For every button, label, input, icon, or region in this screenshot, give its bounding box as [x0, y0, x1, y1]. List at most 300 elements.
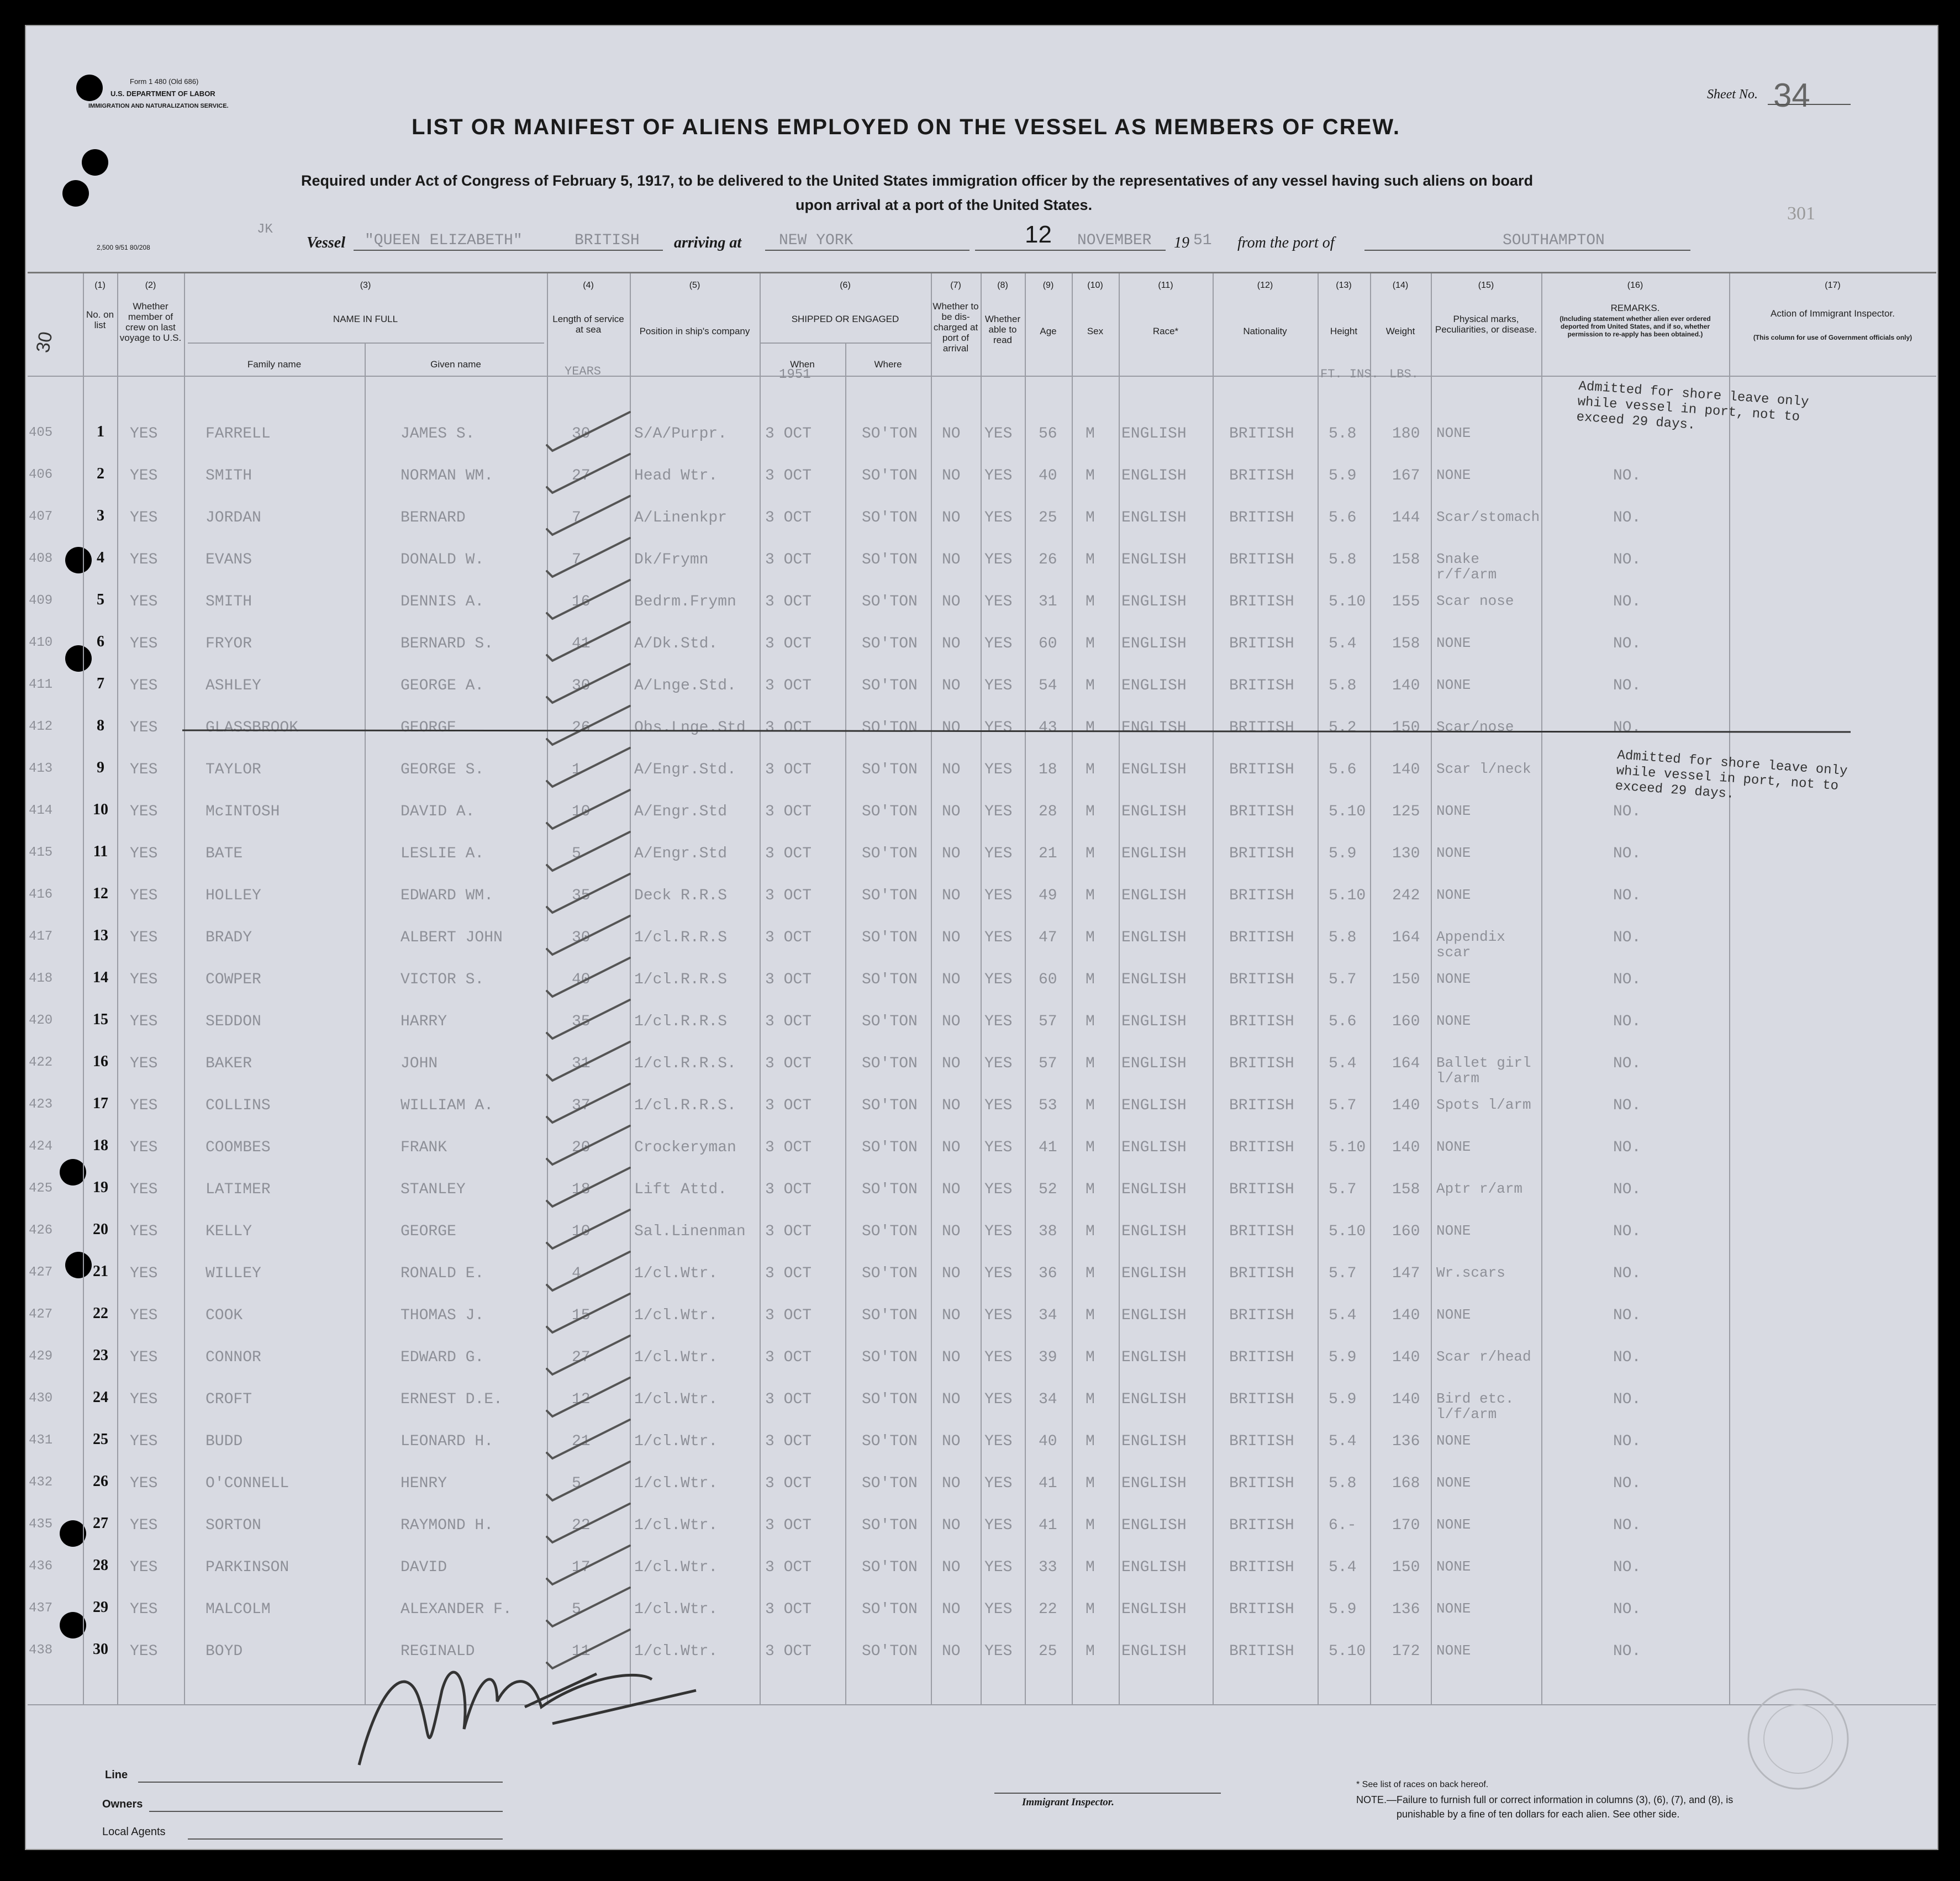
- weight-cell: 164: [1392, 1055, 1420, 1072]
- sex-cell: M: [1086, 887, 1095, 904]
- nationality-cell: BRITISH: [1229, 929, 1294, 946]
- ref-number: 406: [29, 467, 53, 482]
- discharged-cell: NO: [942, 845, 961, 862]
- age-cell: 47: [1039, 929, 1057, 946]
- given-name-cell: EDWARD WM.: [401, 887, 494, 904]
- row-number: 20: [93, 1221, 108, 1238]
- discharged-cell: NO: [942, 551, 961, 568]
- sex-cell: M: [1086, 1139, 1095, 1156]
- race-cell: ENGLISH: [1121, 761, 1187, 778]
- header-where: Where: [874, 359, 902, 370]
- service-years-cell: 5: [572, 1601, 581, 1618]
- family-name-cell: CROFT: [206, 1391, 252, 1408]
- service-name: IMMIGRATION AND NATURALIZATION SERVICE.: [88, 103, 229, 109]
- service-years-cell: 12: [572, 1391, 591, 1408]
- physical-marks-cell: Aptr r/arm: [1436, 1181, 1523, 1197]
- prev-voyage-cell: YES: [130, 425, 158, 442]
- race-cell: ENGLISH: [1121, 1559, 1187, 1576]
- able-to-read-cell: YES: [984, 1433, 1013, 1450]
- row-number: 25: [93, 1431, 108, 1448]
- row-number: 10: [93, 801, 108, 818]
- race-cell: ENGLISH: [1121, 1433, 1187, 1450]
- nationality-cell: BRITISH: [1229, 1181, 1294, 1198]
- shipped-when-cell: 3 OCT: [765, 1475, 812, 1492]
- col-rule: [1370, 273, 1371, 1704]
- sex-cell: M: [1086, 1013, 1095, 1030]
- service-years-cell: 7: [572, 551, 581, 568]
- given-name-cell: EDWARD G.: [401, 1349, 484, 1366]
- family-name-cell: COOMBES: [206, 1139, 271, 1156]
- shipped-where-cell: SO'TON: [862, 1517, 918, 1534]
- discharged-cell: NO: [942, 1055, 961, 1072]
- given-name-cell: ERNEST D.E.: [401, 1391, 503, 1408]
- height-cell: 5.9: [1329, 1391, 1357, 1408]
- discharged-cell: NO: [942, 971, 961, 988]
- height-cell: 5.6: [1329, 761, 1357, 778]
- prev-voyage-cell: YES: [130, 845, 158, 862]
- prev-voyage-cell: YES: [130, 1181, 158, 1198]
- discharged-cell: NO: [942, 467, 961, 484]
- weight-cell: 150: [1392, 1559, 1420, 1576]
- height-cell: 5.8: [1329, 1475, 1357, 1492]
- able-to-read-cell: YES: [984, 1223, 1013, 1240]
- position-cell: A/Linenkpr: [634, 509, 728, 526]
- remarks-cell: NO.: [1613, 551, 1641, 568]
- weight-cell: 242: [1392, 887, 1420, 904]
- race-cell: ENGLISH: [1121, 1139, 1187, 1156]
- punch-hole: [60, 1612, 86, 1638]
- sex-cell: M: [1086, 593, 1095, 610]
- nationality-cell: BRITISH: [1229, 1139, 1294, 1156]
- family-name-cell: CONNOR: [206, 1349, 261, 1366]
- discharged-cell: NO: [942, 1475, 961, 1492]
- service-years-cell: 10: [572, 1223, 591, 1240]
- shipped-when-cell: 3 OCT: [765, 1601, 812, 1618]
- prev-voyage-cell: YES: [130, 1517, 158, 1534]
- age-cell: 33: [1039, 1559, 1057, 1576]
- able-to-read-cell: YES: [984, 1181, 1013, 1198]
- shipped-where-cell: SO'TON: [862, 467, 918, 484]
- arriving-label: arriving at: [674, 234, 742, 251]
- family-name-cell: SORTON: [206, 1517, 261, 1534]
- race-note: * See list of races on back hereof.: [1356, 1780, 1489, 1789]
- shipped-where-cell: SO'TON: [862, 1475, 918, 1492]
- inspector-label: Immigrant Inspector.: [1022, 1796, 1114, 1808]
- age-cell: 56: [1039, 425, 1057, 442]
- shipped-when-cell: 3 OCT: [765, 1517, 812, 1534]
- col-num: (6): [840, 281, 851, 290]
- physical-marks-cell: Scar nose: [1436, 593, 1514, 609]
- ref-number: 423: [29, 1097, 53, 1112]
- service-years-cell: 22: [572, 1517, 591, 1534]
- sex-cell: M: [1086, 1643, 1095, 1660]
- ref-number: 420: [29, 1013, 53, 1028]
- header-age: Age: [1040, 326, 1057, 336]
- given-name-cell: GEORGE S.: [401, 761, 484, 778]
- race-cell: ENGLISH: [1121, 1097, 1187, 1114]
- able-to-read-cell: YES: [984, 719, 1013, 736]
- race-cell: ENGLISH: [1121, 677, 1187, 694]
- header-nationality: Nationality: [1243, 326, 1287, 336]
- remarks-cell: NO.: [1613, 467, 1641, 484]
- table-top-rule: [28, 272, 1936, 273]
- from-label: from the port of: [1237, 234, 1335, 251]
- physical-marks-cell: Snake r/f/arm: [1436, 551, 1497, 583]
- nationality-cell: BRITISH: [1229, 635, 1294, 652]
- year-prefix: 19: [1174, 234, 1189, 251]
- row-number: 22: [93, 1305, 108, 1322]
- col-num: (7): [950, 281, 961, 290]
- remarks-cell: NO.: [1613, 719, 1641, 736]
- service-years-cell: 30: [572, 425, 591, 442]
- height-cell: 5.10: [1329, 887, 1366, 904]
- race-cell: ENGLISH: [1121, 1643, 1187, 1660]
- race-cell: ENGLISH: [1121, 929, 1187, 946]
- ref-number: 418: [29, 971, 53, 986]
- service-years-cell: 30: [572, 929, 591, 946]
- col-rule: [1431, 273, 1432, 1704]
- nationality-cell: BRITISH: [1229, 467, 1294, 484]
- shipped-where-cell: SO'TON: [862, 1055, 918, 1072]
- position-cell: 1/cl.Wtr.: [634, 1265, 718, 1282]
- height-cell: 5.10: [1329, 1643, 1366, 1660]
- remarks-cell: NO.: [1613, 1307, 1641, 1324]
- physical-marks-cell: Spots l/arm: [1436, 1097, 1531, 1113]
- shipped-where-cell: SO'TON: [862, 1223, 918, 1240]
- header-weight: Weight: [1385, 326, 1415, 336]
- sex-cell: M: [1086, 677, 1095, 694]
- age-cell: 34: [1039, 1307, 1057, 1324]
- discharged-cell: NO: [942, 1391, 961, 1408]
- sex-cell: M: [1086, 1433, 1095, 1450]
- nationality-cell: BRITISH: [1229, 1559, 1294, 1576]
- shipped-when-cell: 3 OCT: [765, 929, 812, 946]
- col-num: (8): [997, 281, 1008, 290]
- sex-cell: M: [1086, 635, 1095, 652]
- vessel-underline: [354, 250, 663, 251]
- family-name-cell: BRADY: [206, 929, 252, 946]
- height-cell: 5.7: [1329, 1181, 1357, 1198]
- shipped-when-cell: 3 OCT: [765, 509, 812, 526]
- row-number: 14: [93, 969, 108, 986]
- service-years-cell: 5: [572, 845, 581, 862]
- race-cell: ENGLISH: [1121, 845, 1187, 862]
- col-num: (1): [94, 281, 106, 290]
- shipped-when-cell: 3 OCT: [765, 467, 812, 484]
- position-cell: Crockeryman: [634, 1139, 736, 1156]
- owners-underline: [149, 1811, 503, 1812]
- row-number: 12: [93, 885, 108, 902]
- physical-marks-cell: Scar/stomach: [1436, 509, 1540, 525]
- race-cell: ENGLISH: [1121, 1265, 1187, 1282]
- position-cell: 1/cl.Wtr.: [634, 1601, 718, 1618]
- position-cell: Bedrm.Frymn: [634, 593, 736, 610]
- service-years-cell: 27: [572, 1349, 591, 1366]
- position-cell: S/A/Purpr.: [634, 425, 728, 442]
- remarks-cell: NO.: [1613, 1643, 1641, 1660]
- row-number: 5: [97, 591, 104, 608]
- weight-cell: 160: [1392, 1013, 1420, 1030]
- nationality-cell: BRITISH: [1229, 803, 1294, 820]
- position-cell: A/Engr.Std: [634, 803, 728, 820]
- height-cell: 5.9: [1329, 467, 1357, 484]
- physical-marks-cell: NONE: [1436, 425, 1471, 441]
- physical-marks-cell: NONE: [1436, 1139, 1471, 1155]
- ref-number: 438: [29, 1643, 53, 1658]
- given-name-cell: THOMAS J.: [401, 1307, 484, 1324]
- row-number: 6: [97, 633, 104, 650]
- race-cell: ENGLISH: [1121, 551, 1187, 568]
- service-years-cell: 5: [572, 1475, 581, 1492]
- physical-marks-cell: Wr.scars: [1436, 1264, 1505, 1281]
- given-name-cell: VICTOR S.: [401, 971, 484, 988]
- col-rule: [1025, 273, 1026, 1704]
- remarks-cell: NO.: [1613, 1013, 1641, 1030]
- nationality-cell: BRITISH: [1229, 1601, 1294, 1618]
- discharged-cell: NO: [942, 887, 961, 904]
- fine-note-2: punishable by a fine of ten dollars for each alien. See other side.: [1397, 1809, 1680, 1820]
- weight-cell: 172: [1392, 1643, 1420, 1660]
- height-cell: 5.7: [1329, 971, 1357, 988]
- nationality-cell: BRITISH: [1229, 509, 1294, 526]
- able-to-read-cell: YES: [984, 1601, 1013, 1618]
- ref-number: 414: [29, 803, 53, 818]
- prefix-mark: JK: [257, 222, 273, 237]
- shipped-when-cell: 3 OCT: [765, 719, 812, 736]
- row-number: 19: [93, 1179, 108, 1196]
- subtitle-line-1: Required under Act of Congress of February 5, 1917, to be delivered to the United States immigration officer by the representatives of any vessel having such aliens on board: [301, 172, 1534, 189]
- physical-marks-cell: NONE: [1436, 971, 1471, 987]
- height-cell: 5.4: [1329, 1307, 1357, 1324]
- remarks-cell: NO.: [1613, 1139, 1641, 1156]
- shipped-where-cell: SO'TON: [862, 1601, 918, 1618]
- col-num: (13): [1336, 281, 1352, 290]
- family-name-cell: PARKINSON: [206, 1559, 289, 1576]
- position-cell: 1/cl.R.R.S: [634, 1013, 728, 1030]
- physical-marks-cell: NONE: [1436, 677, 1471, 693]
- ref-number: 408: [29, 551, 53, 566]
- prev-voyage-cell: YES: [130, 761, 158, 778]
- ref-number: 411: [29, 677, 53, 692]
- page-title: LIST OR MANIFEST OF ALIENS EMPLOYED ON THE VESSEL AS MEMBERS OF CREW.: [412, 115, 1400, 139]
- col-num: (15): [1478, 281, 1494, 290]
- physical-marks-cell: Scar l/neck: [1436, 761, 1531, 777]
- height-cell: 5.4: [1329, 1433, 1357, 1450]
- given-name-cell: LESLIE A.: [401, 845, 484, 862]
- given-name-cell: STANLEY: [401, 1181, 466, 1198]
- discharged-cell: NO: [942, 803, 961, 820]
- sex-cell: M: [1086, 1265, 1095, 1282]
- family-name-cell: O'CONNELL: [206, 1475, 289, 1492]
- age-cell: 41: [1039, 1517, 1057, 1534]
- weight-cell: 160: [1392, 1223, 1420, 1240]
- sex-cell: M: [1086, 929, 1095, 946]
- service-years-cell: 37: [572, 1097, 591, 1114]
- discharged-cell: NO: [942, 719, 961, 736]
- punch-hole: [60, 1159, 86, 1185]
- able-to-read-cell: YES: [984, 929, 1013, 946]
- col-num: (17): [1825, 281, 1841, 290]
- able-to-read-cell: YES: [984, 1307, 1013, 1324]
- sheet-underline: [1768, 104, 1851, 105]
- shipped-when-cell: 3 OCT: [765, 1265, 812, 1282]
- service-years-cell: 30: [572, 677, 591, 694]
- agents-label: Local Agents: [102, 1826, 166, 1838]
- service-years-cell: 35: [572, 887, 591, 904]
- position-cell: A/Engr.Std: [634, 845, 728, 862]
- nationality-cell: BRITISH: [1229, 1307, 1294, 1324]
- weight-cell: 164: [1392, 929, 1420, 946]
- position-cell: 1/cl.Wtr.: [634, 1517, 718, 1534]
- header-name-in-full: NAME IN FULL: [333, 314, 398, 324]
- height-cell: 5.10: [1329, 1223, 1366, 1240]
- row-number: 7: [97, 675, 104, 692]
- age-cell: 38: [1039, 1223, 1057, 1240]
- prev-voyage-cell: YES: [130, 1139, 158, 1156]
- ref-number: 431: [29, 1433, 53, 1448]
- weight-cell: 144: [1392, 509, 1420, 526]
- service-years-cell: 18: [572, 1181, 591, 1198]
- ref-number: 415: [29, 845, 53, 860]
- shipped-when-cell: 3 OCT: [765, 635, 812, 652]
- age-cell: 60: [1039, 971, 1057, 988]
- header-race: Race*: [1152, 326, 1179, 336]
- service-years-cell: 27: [572, 467, 591, 484]
- age-cell: 40: [1039, 1433, 1057, 1450]
- weight-cell: 150: [1392, 719, 1420, 736]
- shipped-where-cell: SO'TON: [862, 761, 918, 778]
- ref-number: 435: [29, 1517, 53, 1532]
- row-number: 2: [97, 465, 104, 482]
- arrival-month: NOVEMBER: [1077, 232, 1152, 249]
- prev-voyage-cell: YES: [130, 1643, 158, 1660]
- physical-marks-cell: NONE: [1436, 803, 1471, 819]
- height-cell: 5.4: [1329, 1559, 1357, 1576]
- position-cell: 1/cl.R.R.S.: [634, 1097, 736, 1114]
- shipped-where-cell: SO'TON: [862, 551, 918, 568]
- age-cell: 25: [1039, 1643, 1057, 1660]
- row-number: 28: [93, 1557, 108, 1574]
- sheet-number: 34: [1773, 77, 1810, 114]
- able-to-read-cell: YES: [984, 803, 1013, 820]
- position-cell: A/Engr.Std.: [634, 761, 736, 778]
- family-name-cell: COWPER: [206, 971, 261, 988]
- age-cell: 57: [1039, 1055, 1057, 1072]
- shipped-where-cell: SO'TON: [862, 719, 918, 736]
- race-cell: ENGLISH: [1121, 1055, 1187, 1072]
- weight-cell: 136: [1392, 1433, 1420, 1450]
- shipped-where-cell: SO'TON: [862, 803, 918, 820]
- sex-cell: M: [1086, 1223, 1095, 1240]
- remarks-cell: NO.: [1613, 1433, 1641, 1450]
- header-prev-voyage: Whether member of crew on last voyage to U.S.: [119, 301, 182, 343]
- table-bottom-rule: [28, 1704, 1936, 1705]
- discharged-cell: NO: [942, 1307, 961, 1324]
- nationality-cell: BRITISH: [1229, 551, 1294, 568]
- able-to-read-cell: YES: [984, 845, 1013, 862]
- shipped-where-cell: SO'TON: [862, 971, 918, 988]
- remarks-cell: NO.: [1613, 1559, 1641, 1576]
- position-cell: 1/cl.R.R.S: [634, 929, 728, 946]
- service-years-cell: 40: [572, 971, 591, 988]
- age-cell: 52: [1039, 1181, 1057, 1198]
- height-cell: 5.9: [1329, 1349, 1357, 1366]
- shipped-when-cell: 3 OCT: [765, 1139, 812, 1156]
- header-bottom-rule: [28, 376, 1936, 377]
- able-to-read-cell: YES: [984, 1013, 1013, 1030]
- discharged-cell: NO: [942, 425, 961, 442]
- remarks-cell: NO.: [1613, 887, 1641, 904]
- able-to-read-cell: YES: [984, 887, 1013, 904]
- age-cell: 41: [1039, 1139, 1057, 1156]
- subtitle-line-2: upon arrival at a port of the United States.: [795, 197, 1093, 213]
- discharged-cell: NO: [942, 1139, 961, 1156]
- shipped-where-cell: SO'TON: [862, 887, 918, 904]
- col-num: (11): [1158, 281, 1173, 290]
- race-cell: ENGLISH: [1121, 425, 1187, 442]
- family-name-cell: BOYD: [206, 1643, 243, 1660]
- race-cell: ENGLISH: [1121, 509, 1187, 526]
- physical-marks-cell: NONE: [1436, 1600, 1471, 1617]
- family-name-cell: McINTOSH: [206, 803, 280, 820]
- remarks-cell: NO.: [1613, 1097, 1641, 1114]
- owners-label: Owners: [102, 1798, 143, 1810]
- weight-cell: 168: [1392, 1475, 1420, 1492]
- prev-voyage-cell: YES: [130, 593, 158, 610]
- position-cell: 1/cl.R.R.S.: [634, 1055, 736, 1072]
- corner-number: 301: [1787, 203, 1815, 224]
- discharged-cell: NO: [942, 1349, 961, 1366]
- shipped-when-cell: 3 OCT: [765, 1349, 812, 1366]
- shore-leave-stamp: Admitted for shore leave only while vessel in port, not to exceed 29 days.: [1576, 379, 1810, 433]
- weight-cell: 150: [1392, 971, 1420, 988]
- row-number: 9: [97, 759, 104, 776]
- shipped-when-cell: 3 OCT: [765, 1013, 812, 1030]
- able-to-read-cell: YES: [984, 1643, 1013, 1660]
- discharged-cell: NO: [942, 1601, 961, 1618]
- position-cell: 1/cl.Wtr.: [634, 1349, 718, 1366]
- nationality-cell: BRITISH: [1229, 845, 1294, 862]
- weight-cell: 147: [1392, 1265, 1420, 1282]
- position-cell: A/Lnge.Std.: [634, 677, 736, 694]
- given-name-cell: BERNARD: [401, 509, 466, 526]
- given-name-cell: HENRY: [401, 1475, 447, 1492]
- row-number: 8: [97, 717, 104, 734]
- family-name-cell: FARRELL: [206, 425, 271, 442]
- nationality-cell: BRITISH: [1229, 1097, 1294, 1114]
- date-underline: [975, 250, 1166, 251]
- height-cell: 5.9: [1329, 1601, 1357, 1618]
- remarks-cell: NO.: [1613, 1055, 1641, 1072]
- shipped-when-cell: 3 OCT: [765, 761, 812, 778]
- col-num: (9): [1042, 281, 1054, 290]
- col-rule: [1729, 273, 1730, 1704]
- family-name-cell: SMITH: [206, 467, 252, 484]
- service-years-cell: 41: [572, 635, 591, 652]
- col-rule: [184, 273, 185, 1704]
- position-cell: Sal.Linenman: [634, 1223, 746, 1240]
- prev-voyage-cell: YES: [130, 1013, 158, 1030]
- remarks-cell: NO.: [1613, 1517, 1641, 1534]
- vessel-label: Vessel: [307, 234, 345, 251]
- remarks-cell: NO.: [1613, 509, 1641, 526]
- family-name-cell: HOLLEY: [206, 887, 261, 904]
- discharged-cell: NO: [942, 761, 961, 778]
- ref-number: 410: [29, 635, 53, 650]
- header-given-name: Given name: [430, 359, 481, 370]
- height-cell: 5.10: [1329, 593, 1366, 610]
- service-years-cell: 35: [572, 1013, 591, 1030]
